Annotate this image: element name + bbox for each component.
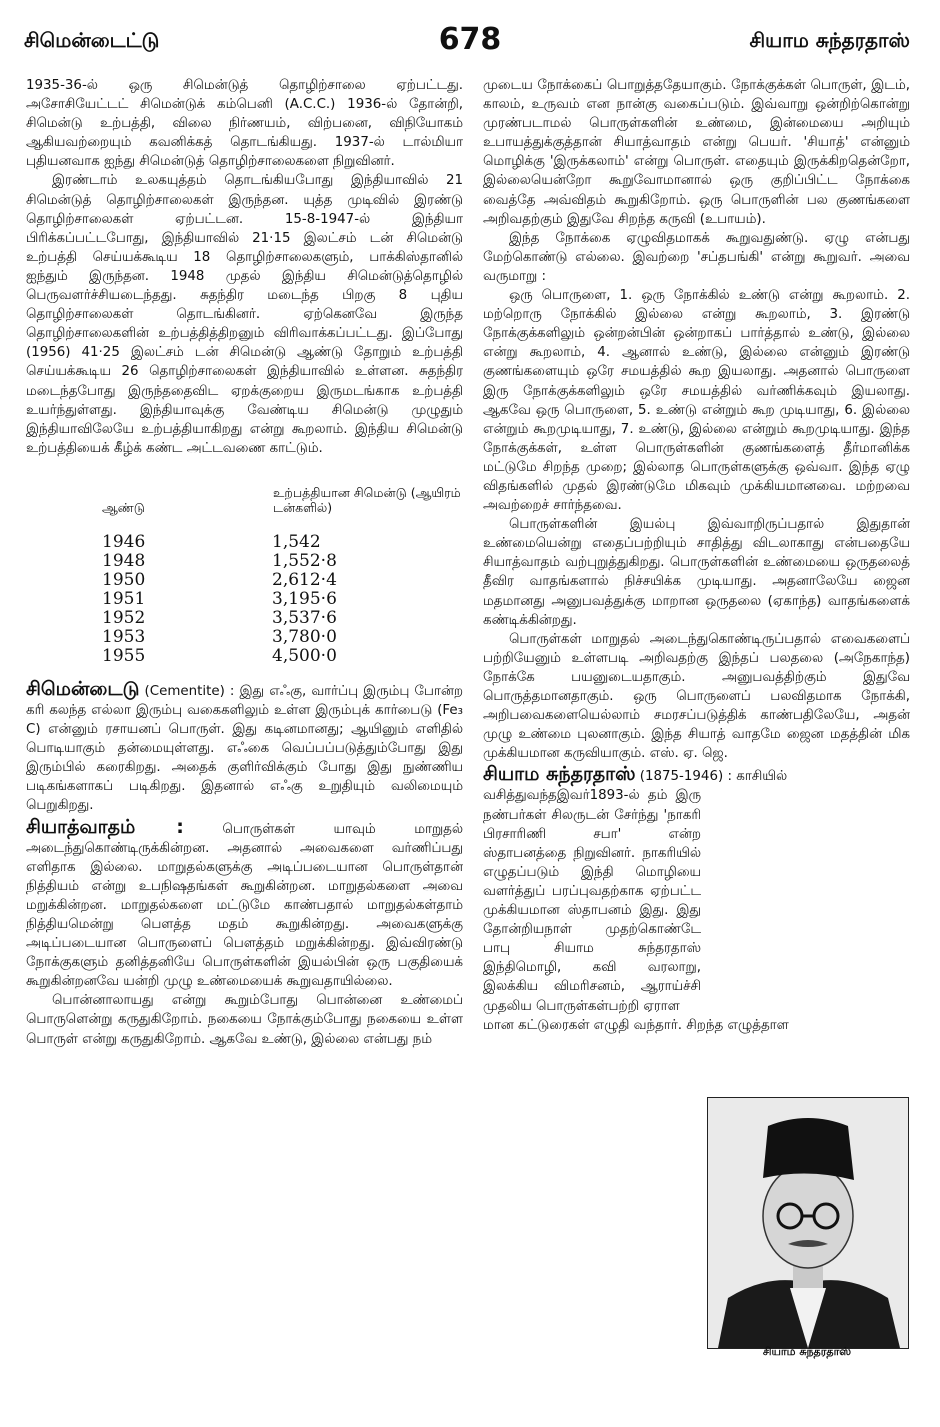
value-cell: 3,537·6 (272, 607, 337, 628)
entry-body: (Cementite) : இது எஃகு, வார்ப்பு இரும்பு போன்ற கரி கலந்த எல்லா இரும்பு வகைகளிலும் உள்ள இரும்புக் கார்பைடு (Fe₃ C) என்னும் ரசாயனப் பொருள். இது கடினமானது; ஆயினும் எளிதில் பொடியாகும் தன்மையுள்ளது. எஃகை வெப்பப்படுத்தும்போது இது இரும்பில் கரைகிறது. அதைக் குளிர்விக்கும் போது இது நுண்ணிய படிகங்களாகப் படிகிறது. இதனால் எஃகு உறுதியும் வலிமையும் பெறுகிறது. (26, 683, 463, 814)
table-row (96, 628, 476, 647)
paragraph: பொருள்கள் மாறுதல் அடைந்துகொண்டிருப்பதால் எவைகளைப் பற்றியேனும் உள்ளபடி அறிவதற்கு இந்தப் பலதலை (அநேகாந்த) நோக்கே பயனுடையதாகும். அனுபவத்திற்கும் இதுவே பொருத்தமானதாகும். ஒரு பொருளைப் பலவிதமாக நோக்கி, அறிபவைகளையெல்லாம் சமரசப்படுத்திக் காண்பதிலேயே, அதன் முழு உண்மை புலனாகும். இந்த சியாத் வாதமே ஜைன மதத்தின் மிக முக்கியமான கருவியாகும். எஸ். ஏ. ஜெ. (483, 631, 910, 762)
table-row (96, 552, 476, 571)
entry-years: (1875-1946) : (635, 769, 737, 785)
header-right-title: சியாம சுந்தரதாஸ் (749, 28, 910, 52)
page-number: 678 (438, 22, 502, 57)
entry-title-cementite: சிமென்டைடு (26, 677, 140, 700)
value-cell: 3,195·6 (272, 588, 337, 609)
year-cell: 1946 (102, 531, 146, 552)
entry-title-syadvada: சியாத்வாதம் : (26, 815, 184, 838)
table-header-production: உற்பத்தியான சிமென்டு (ஆயிரம் டன்களில்) (273, 484, 461, 515)
portrait-photo (707, 1097, 909, 1349)
entry-body: பொருள்கள் யாவும் மாறுதல் அடைந்துகொண்டிருக்கின்றன. அதனால் அவைகளை வர்ணிப்பது எளிதாக இல்லை. மாறுதல்களுக்கு அடிப்படையான பொருள்தான் நித்தியம் என்று உபநிஷதங்கள் கூறுகின்றன. மாறுதல்களை அவை மறுக்கின்றன. மாறுதல்களை மட்டுமே காண்பதால் மாறுதல்கள்தாம் நித்தியமென்று பௌத்த மதம் கூறுகின்றது. அவைகளுக்கு அடிப்படையான பொருளைப் பௌத்தம் மறுக்கின்றது. இவ்விரண்டு நோக்குகளும் தனித்தனியே பொருள்களின் இயல்பின் ஒரு பகுதியைக் கூறுகின்றனவே யன்றி முழு உண்மையைக் கூறுவதாயில்லை. (26, 821, 463, 990)
value-cell: 3,780·0 (272, 626, 337, 647)
paragraph: இந்த நோக்கை ஏழுவிதமாகக் கூறுவதுண்டு. ஏழு என்பது மேற்கொண்டு எல்லை. இவற்றை 'சப்தபங்கி' என்று கூறுவர். அவை வருமாறு : (483, 230, 910, 284)
paragraph: பொன்னாலாயது என்று கூறும்போது பொன்னை உண்மைப் பொருளென்று கருதுகிறோம். நகையை நோக்கும்போது நகையை உள்ள பொருள் என்று கருதுகிறோம். ஆகவே உண்டு, இல்லை என்பது நம் (26, 993, 463, 1047)
value-cell: 1,542 (272, 531, 321, 552)
syama-entry-heading (483, 765, 910, 786)
table-row (96, 571, 476, 590)
paragraph: மான கட்டுரைகள் எழுதி வந்தார். சிறந்த எழுத்தாள (483, 1017, 789, 1033)
paragraph: பொருள்களின் இயல்பு இவ்வாறிருப்பதால் இதுதான் உண்மையென்று எதைப்பற்றியும் சாதித்து விடலாகாது என்பதையே சியாத்வாதம் வற்புறுத்துகிறது. பொருள்களின் உண்மையை ஒருதலைத் தீவிர வாதங்களால் நிச்சயிக்க முடியாது. அதனாலேயே ஜைன மதமானது அனுபவத்துக்கு மாறான ஒருதலை (ஏகாந்த) வாதங்களைக் கண்டிக்கின்றது. (483, 517, 910, 628)
year-cell: 1948 (102, 550, 146, 571)
page-header (0, 18, 940, 58)
table-row (96, 590, 476, 609)
year-cell: 1952 (102, 607, 146, 628)
year-cell: 1953 (102, 626, 146, 647)
cementite-entry (26, 677, 463, 816)
value-cell: 4,500·0 (272, 645, 337, 666)
right-column (483, 76, 910, 1035)
paragraph: ஒரு பொருளை, 1. ஒரு நோக்கில் உண்டு என்று கூறலாம். 2. மற்றொரு நோக்கில் இல்லை என்று கூறலாம், 3. இரண்டு நோக்குக்களிலும் ஒன்றன்பின் ஒன்றாகப் பார்த்தால் உண்டு, இல்லை என்று கூறலாம், 4. ஆனால் உண்டு, இல்லை என்னும் இரண்டு குணங்களையும் ஒரே சமயத்தில் கூற இயலாது. அதனால் பொருளை இரு நோக்குக்களிலும் ஒரே சமயத்தில் வர்ணிக்கவும் இயலாது. ஆகவே ஒரு பொருளை, 5. உண்டு என்றும் கூற முடியாது, 6. இல்லை என்றும் கூறமுடியாது, 7. உண்டு, இல்லை என்றும் கூறமுடியாது. இந்த நோக்குக்கள், உள்ள பொருள்களின் குணங்களைத் தீர்மானிக்க மட்டுமே சிறந்த முறை; இல்லாத பொருள்களுக்கு ஒவ்வா. இந்த ஏழு விதங்களில் முதல் இரண்டுமே மிகவும் முக்கியமானவை. மற்றவை அவற்றைச் சார்ந்தவை. (483, 288, 910, 514)
syadvada-entry (26, 815, 463, 992)
year-cell: 1955 (102, 645, 146, 666)
entry-title-syama: சியாம சுந்தரதாஸ் (483, 763, 636, 786)
table-row (96, 609, 476, 628)
header-left-title: சிமென்டைட்டு (24, 28, 160, 52)
value-cell: 2,612·4 (272, 569, 337, 590)
entry-intro: காசியில் (736, 769, 788, 785)
left-column (26, 76, 463, 1049)
value-cell: 1,552·8 (272, 550, 337, 571)
paragraph: 1935-36-ல் ஒரு சிமென்டுத் தொழிற்சாலை ஏற்பட்டது. அசோசியேட்டட் சிமென்டுக் கம்பெனி (A.C.C.) 1936-ல் தோன்றி, சிமென்டு உற்பத்தி, விலை நிர்ணயம், விற்பனை, விநியோகம் ஆகியவற்றையும் கவனிக்கத் தொடங்கியது. 1937-ல் டால்மியா புதியனவாக ஐந்து சிமென்டுத் தொழிற்சாலைகளை நிறுவினர். (26, 78, 463, 170)
paragraph: இரண்டாம் உலகயுத்தம் தொடங்கியபோது இந்தியாவில் 21 சிமென்டுத் தொழிற்சாலைகள் இருந்தன. யுத்த முடிவில் இரண்டு தொழிற்சாலைகள் ஏற்பட்டன. 15-8-1947-ல் இந்தியா பிரிக்கப்பட்டபோது, இந்தியாவில் 21·15 இலட்சம் டன் சிமென்டு உற்பத்தி செய்யக்கூடிய 18 தொழிற்சாலைகளும், பாக்கிஸ்தானில் ஐந்தும் இருந்தன. 1948 முதல் இந்திய சிமென்டுத்தொழில் பெருவளர்ச்சியடைந்தது. சுதந்திர மடைந்த பிறகு 8 புதிய தொழிற்சாலைகள் தொடங்கினர். ஏற்கெனவே இருந்த தொழிற்சாலைகளின் உற்பத்தித்திறனும் விரிவாக்கப்பட்டது. இப்போது (1956) 41·25 இலட்சம் டன் சிமென்டு ஆண்டு தோறும் உற்பத்தி செய்யக்கூடிய 26 தொழிற்சாலைகள் இந்தியாவில் உள்ளன. சுதந்திர மடைந்தபோது இருந்ததைவிட ஏறக்குறைய இருமடங்காக உற்பத்தி உயர்ந்துள்ளது. இந்தியாவுக்கு வேண்டிய சிமென்டு முழுதும் இந்தியாவிலேயே உற்பத்தியாகிறது என்று கூறலாம். இந்திய சிமென்டு உற்பத்தியைக் கீழ்க் கண்ட அட்டவணை காட்டும். (26, 173, 463, 456)
year-cell: 1951 (102, 588, 146, 609)
table-row (96, 647, 476, 666)
portrait-illustration (708, 1098, 908, 1348)
cement-production-table (96, 484, 476, 666)
year-cell: 1950 (102, 569, 146, 590)
paragraph: முடைய நோக்கைப் பொறுத்ததேயாகும். நோக்குக்கள் பொருள், இடம், காலம், உருவம் என நான்கு வகைப்படும். இவ்வாறு ஒன்றிற்கொன்று முரண்படாமல் பொருள்களின் உண்மை, இன்மையை அறியும் உபாயத்துக்குத்தான் சியாத்வாதம் என்று பெயர். 'சியாத்' என்னும் மொழிக்கு 'இருக்கலாம்' என்று பொருள். எதையும் இருக்கிறதென்றோ, இல்லையென்றோ கூறுவோமானால் ஒரு குறிப்பிட்ட நோக்கை வைத்தே அவ்விதம் கூறுகிறோம். ஒரு பொருளின் பல குணங்களை அறிவதற்கும் இதுவே சிறந்த கருவி (உபாயம்). (483, 78, 910, 227)
table-header-year: ஆண்டு (102, 499, 145, 515)
syama-entry-body: வசித்துவந்தஇவர்1893-ல் தம் இரு நண்பர்கள் சிலருடன் சேர்ந்து 'நாகரி பிரசாரிணி சபா' என்ற ஸ்தாபனத்தை நிறுவினர். நாகரியில் எழுதப்படும் இந்தி மொழியை வளர்த்துப் பரப்புவதற்காக ஏற்பட்ட முக்கியமான ஸ்தாபனம் இது. இது தோன்றியநாள் முதற்கொண்டே பாபு சியாம சுந்தரதாஸ் இந்திமொழி, கவி வரலாறு, இலக்கிய விமரிசனம், ஆராய்ச்சி முதலிய பொருள்கள்பற்றி ஏராள (483, 788, 701, 1014)
photo-caption: சியாம சுந்தரதாஸ் (762, 1345, 852, 1358)
table-row (96, 533, 476, 552)
